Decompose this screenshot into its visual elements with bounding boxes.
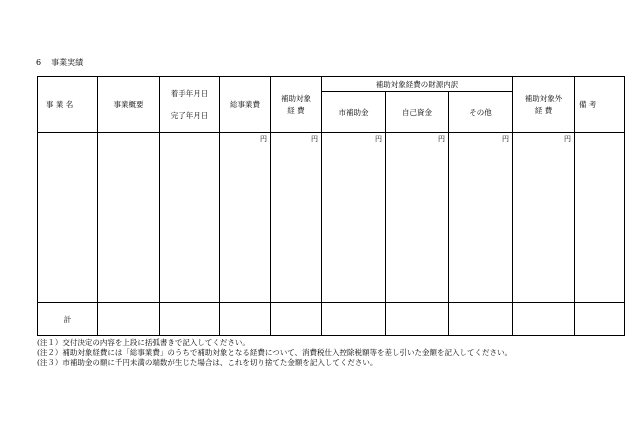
cell-non-target[interactable] [513, 133, 575, 303]
header-end-date: 完了年月日 [170, 110, 209, 120]
header-subsidy-target: 補助対象 経 費 [271, 77, 322, 133]
section-title: 事業実績 [51, 58, 84, 67]
cell-total-cost[interactable] [220, 133, 271, 303]
total-row [38, 303, 625, 336]
cell-subsidy-target[interactable] [271, 133, 322, 303]
section-heading [36, 57, 83, 68]
results-table [37, 76, 625, 336]
unit-label: 円 [311, 135, 318, 143]
header-remarks: 備 考 [575, 77, 625, 133]
cell-city-subsidy[interactable] [322, 133, 386, 303]
cell-own-funds[interactable] [386, 133, 449, 303]
total-own-funds[interactable] [386, 303, 449, 336]
table-row [38, 133, 625, 303]
cell-dates[interactable] [160, 133, 220, 303]
total-total-cost[interactable] [220, 303, 271, 336]
cell-project-summary[interactable] [98, 133, 160, 303]
cell-others[interactable] [449, 133, 513, 303]
total-non-target[interactable] [513, 303, 575, 336]
cell-project-name[interactable] [38, 133, 98, 303]
cell-remarks[interactable] [575, 133, 625, 303]
header-non-target: 補助対象外 経 費 [513, 77, 575, 133]
header-total-cost: 総事業費 [220, 77, 271, 133]
total-remarks[interactable] [575, 303, 625, 336]
unit-label: 円 [260, 135, 267, 143]
section-number: 6 [36, 58, 42, 67]
unit-label: 円 [564, 135, 572, 143]
total-others[interactable] [449, 303, 513, 336]
unit-label: 円 [375, 135, 382, 143]
total-dates[interactable] [160, 303, 220, 336]
header-own-funds: 自己資金 [386, 92, 449, 133]
total-subsidy-target[interactable] [271, 303, 322, 336]
notes [37, 338, 512, 368]
header-others: その他 [449, 92, 513, 133]
note-2: (注２）補助対象経費には「総事業費」のうちで補助対象となる経費について、消費税仕入控除税額等を差し引いた金額を記入してください。 [37, 348, 513, 357]
header-project-name: 事 業 名 [38, 77, 98, 133]
header-project-summary: 事業概要 [98, 77, 160, 133]
header-row-top [38, 77, 625, 92]
unit-label: 円 [438, 135, 445, 143]
header-funding-breakdown: 補助対象経費の財源内訳 [322, 77, 513, 92]
note-1: (注１）交付決定の内容を上段に括弧書きで記入してください。 [37, 338, 250, 347]
header-start-date: 着手年月日 [170, 88, 209, 98]
total-label: 計 [38, 303, 98, 336]
header-dates [160, 77, 220, 133]
note-3: (注３）市補助金の額に千円未満の端数が生じた場合は、これを切り捨てた金額を記入してください。 [37, 358, 378, 367]
total-project-summary[interactable] [98, 303, 160, 336]
header-city-subsidy: 市補助金 [322, 92, 386, 133]
total-city-subsidy[interactable] [322, 303, 386, 336]
unit-label: 円 [502, 135, 510, 143]
